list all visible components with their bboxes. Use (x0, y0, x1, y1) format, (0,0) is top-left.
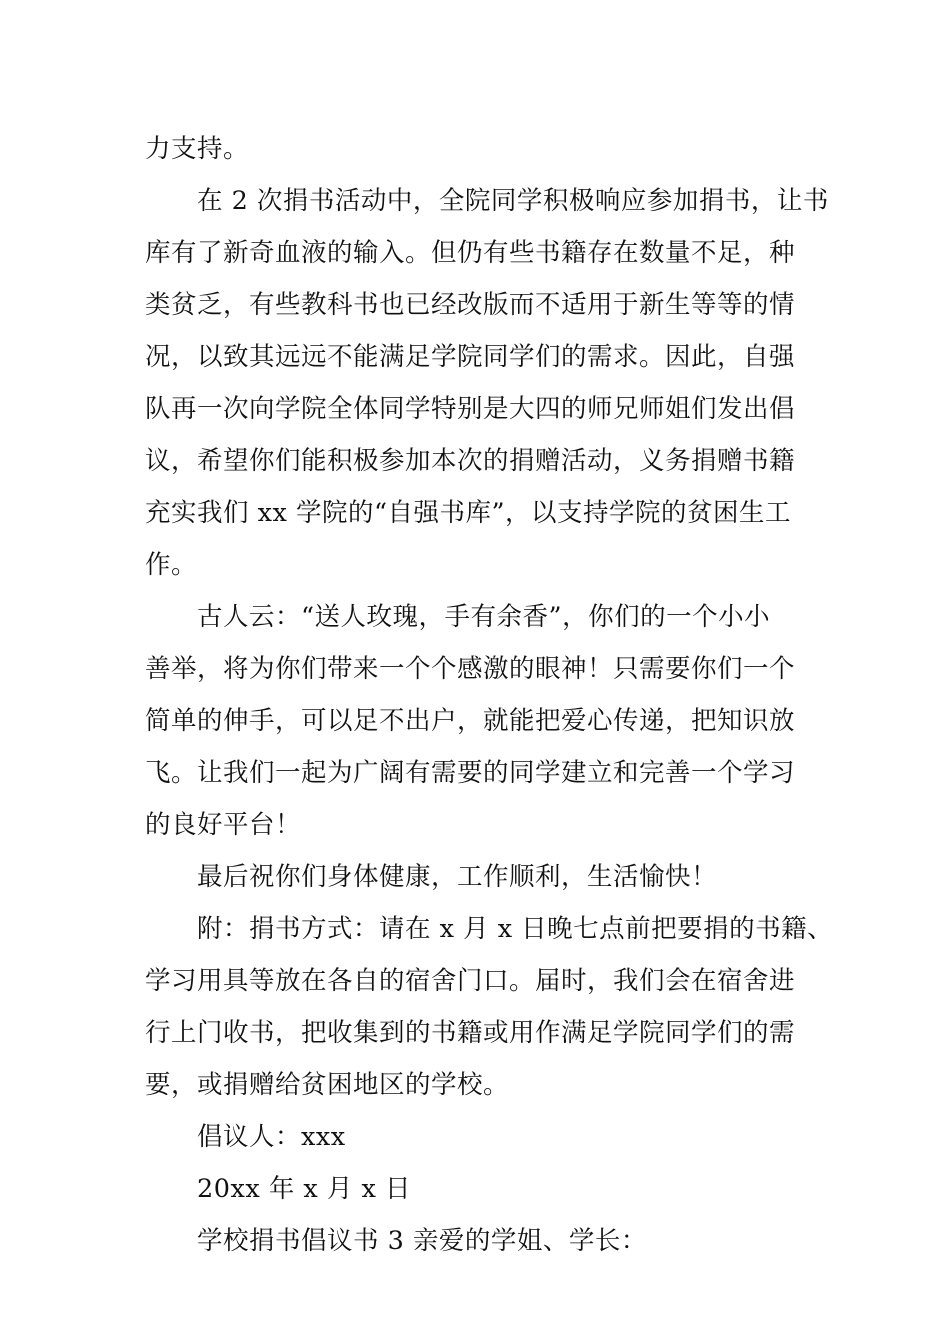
text-line: 在 2 次捐书活动中，全院同学积极响应参加捐书，让书 (197, 186, 829, 216)
text-line: 力支持。 (145, 134, 250, 164)
text-line: 议，希望你们能积极参加本次的捐赠活动，义务捐赠书籍 (145, 446, 796, 476)
text-line: 飞。让我们一起为广阔有需要的同学建立和完善一个学习 (145, 758, 796, 788)
text-line: 附：捐书方式：请在 x 月 x 日晚七点前把要捐的书籍、 (197, 914, 834, 944)
document-body (145, 123, 834, 1267)
text-line: 行上门收书，把收集到的书籍或用作满足学院同学们的需 (145, 1018, 796, 1048)
text-line: 作。 (145, 550, 198, 580)
text-line: 学习用具等放在各自的宿舍门口。届时，我们会在宿舍进 (145, 966, 796, 996)
text-line: 古人云：“送人玫瑰，手有余香”，你们的一个小小 (197, 602, 771, 632)
text-line: 队再一次向学院全体同学特别是大四的师兄师姐们发出倡 (145, 394, 796, 424)
text-line: 学校捐书倡议书 3 亲爱的学姐、学长： (197, 1226, 647, 1256)
text-line: 20xx 年 x 月 x 日 (197, 1174, 412, 1204)
text-line: 简单的伸手，可以足不出户，就能把爱心传递，把知识放 (145, 706, 796, 736)
text-line: 况，以致其远远不能满足学院同学们的需求。因此，自强 (145, 342, 796, 372)
text-line: 类贫乏，有些教科书也已经改版而不适用于新生等等的情 (145, 290, 796, 320)
text-line: 倡议人：xxx (197, 1122, 346, 1152)
text-line: 要，或捐赠给贫困地区的学校。 (145, 1070, 510, 1100)
text-line: 善举，将为你们带来一个个感激的眼神！只需要你们一个 (145, 654, 796, 684)
text-line: 的良好平台！ (145, 810, 302, 840)
text-line: 充实我们 xx 学院的“自强书库”，以支持学院的贫困生工 (145, 498, 792, 528)
text-line: 库有了新奇血液的输入。但仍有些书籍存在数量不足，种 (145, 238, 796, 268)
text-line: 最后祝你们身体健康，工作顺利，生活愉快！ (197, 862, 718, 892)
